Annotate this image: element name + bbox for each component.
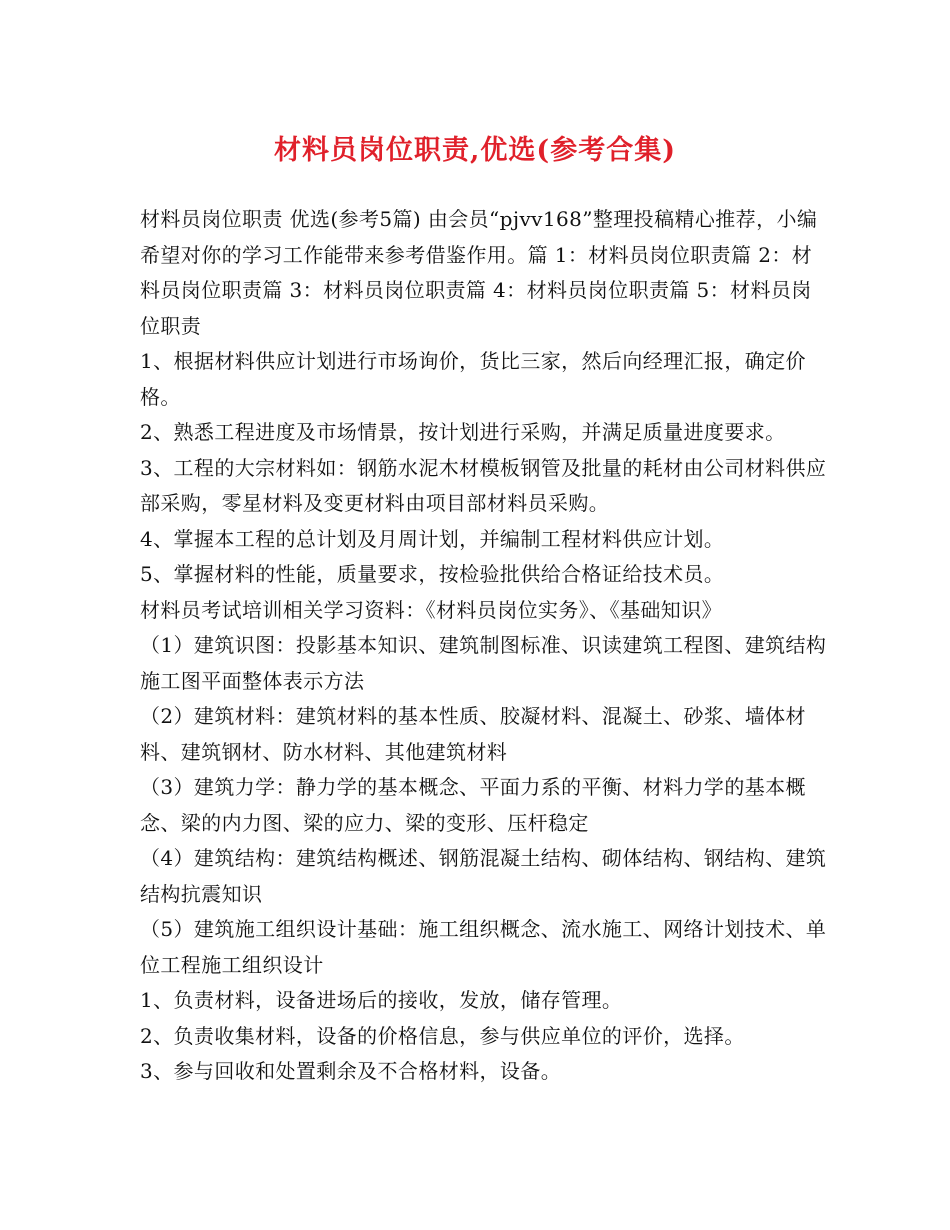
study-item-1: （1）建筑识图：投影基本知识、建筑制图标准、识读建筑工程图、建筑结构施工图平面整体表示方法 xyxy=(140,633,827,693)
responsibility-item-3: 3、参与回收和处置剩余及不合格材料，设备。 xyxy=(140,1059,562,1083)
duty-item-2: 2、熟悉工程进度及市场情景，按计划进行采购，并满足质量进度要求。 xyxy=(140,420,786,444)
study-item-2: （2）建筑材料：建筑材料的基本性质、胶凝材料、混凝土、砂浆、墙体材料、建筑钢材、防水材料、其他建筑材料 xyxy=(140,704,806,764)
document-title: 材料员岗位职责,优选(参考合集) xyxy=(274,135,676,166)
responsibility-item-1: 1、负责材料，设备进场后的接收，发放，储存管理。 xyxy=(140,988,623,1012)
study-materials-heading: 材料员考试培训相关学习资料：《材料员岗位实务》、《基础知识》 xyxy=(140,597,722,622)
responsibility-item-2: 2、负责收集材料，设备的价格信息，参与供应单位的评价，选择。 xyxy=(140,1023,745,1048)
duty-item-4: 4、掌握本工程的总计划及月周计划，并编制工程材料供应计划。 xyxy=(140,526,725,551)
duty-item-1: 1、根据材料供应计划进行市场询价，货比三家，然后向经理汇报，确定价格。 xyxy=(140,349,806,409)
study-item-4: （4）建筑结构：建筑结构概述、钢筋混凝土结构、砌体结构、钢结构、建筑结构抗震知识 xyxy=(140,846,827,906)
duty-item-3: 3、工程的大宗材料如：钢筋水泥木材模板钢管及批量的耗材由公司材料供应部采购，零星材料及变更材料由项目部材料员采购。 xyxy=(140,455,827,515)
intro-paragraph: 材料员岗位职责 优选(参考5篇) 由会员“pjvv168”整理投稿精心推荐，小编希望对你的学习工作能带来参考借鉴作用。篇 1：材料员岗位职责篇 2：材料员岗位职责篇 3：材料员岗位职责篇 4：材料员岗位职责篇 5：材料员岗位职责 xyxy=(140,207,818,338)
duty-item-5: 5、掌握材料的性能，质量要求，按检验批供给合格证给技术员。 xyxy=(140,562,725,586)
study-item-3: （3）建筑力学：静力学的基本概念、平面力系的平衡、材料力学的基本概念、梁的内力图、梁的应力、梁的变形、压杆稳定 xyxy=(140,775,806,835)
study-item-5: （5）建筑施工组织设计基础：施工组织概念、流水施工、网络计划技术、单位工程施工组织设计 xyxy=(140,917,827,977)
document-body xyxy=(140,202,830,1090)
